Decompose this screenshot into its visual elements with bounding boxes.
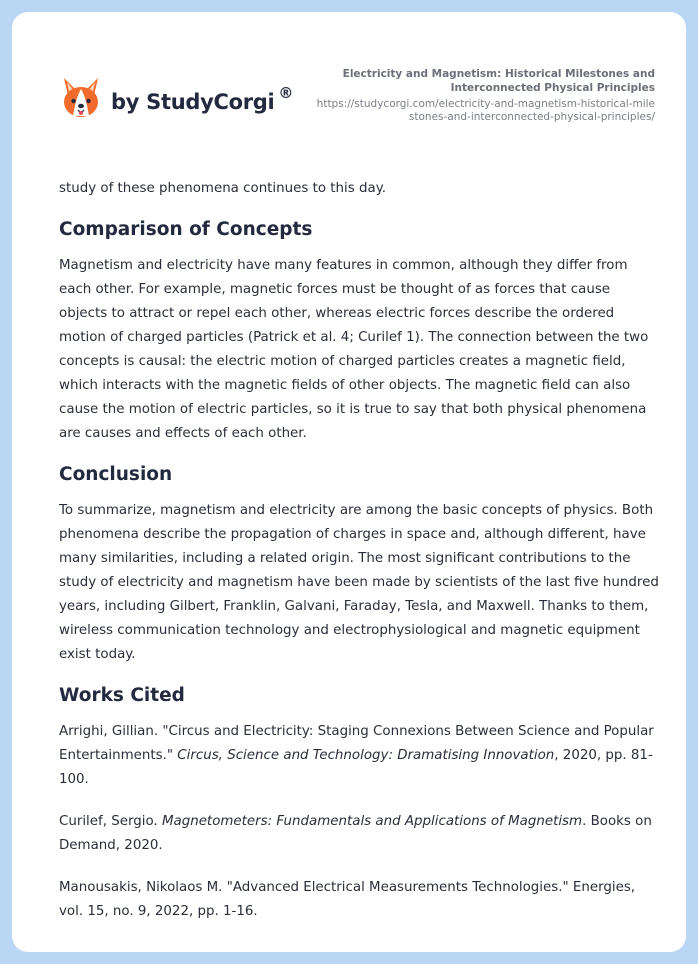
- corgi-icon: [61, 76, 101, 120]
- page-card: [12, 12, 686, 952]
- section-heading-comparison: Comparison of Concepts: [59, 219, 313, 240]
- document-url[interactable]: https://studycorgi.com/electricity-and-magnetism-historical-milestones-and-interconnected-physical-principles/: [316, 98, 655, 123]
- section-heading-conclusion: Conclusion: [59, 464, 173, 485]
- document-title: Electricity and Magnetism: Historical Milestones and Interconnected Physical Principles: [342, 68, 655, 94]
- intro-paragraph-tail: study of these phenomena continues to this day.: [59, 181, 386, 196]
- section-heading-works-cited: Works Cited: [59, 685, 185, 706]
- citation-entry: Curilef, Sergio. Magnetometers: Fundamentals and Applications of Magnetism. Books on Demand, 2020.: [59, 814, 652, 853]
- document-header: [315, 67, 655, 124]
- logo-text: by StudyCorgi ®: [111, 84, 294, 114]
- conclusion-paragraph: To summarize, magnetism and electricity are among the basic concepts of physics. Both phenomena describe the propagation of charges in space and, although different, have many similarities, including a related origin. The most significant contributions to the study of electricity and magnetism have been made by scientists of the last five hundred years, including Gilbert, Franklin, Galvani, Faraday, Tesla, and Maxwell. Thanks to them, wireless communication technology and electrophysiological and magnetic equipment exist today.: [59, 503, 659, 662]
- citation-entry: Manousakis, Nikolaos M. "Advanced Electrical Measurements Technologies." Energies, vol. 15, no. 9, 2022, pp. 1-16.: [59, 880, 636, 919]
- studycorgi-logo[interactable]: [61, 76, 293, 120]
- citation-entry: Arrighi, Gillian. "Circus and Electricity: Staging Connexions Between Science and Popular Entertainments." Circus, Science and Technology: Dramatising Innovation, 2020, pp. 81-100.: [59, 724, 654, 787]
- article-body: [59, 177, 659, 942]
- comparison-paragraph: Magnetism and electricity have many features in common, although they differ from each other. For example, magnetic forces must be thought of as forces that cause objects to attract or repel each other, whereas electric forces describe the ordered motion of charged particles (Patrick et al. 4; Curilef 1). The connection between the two concepts is causal: the electric motion of charged particles creates a magnetic field, which interacts with the magnetic fields of other objects. The magnetic field can also cause the motion of electric particles, so it is true to say that both physical phenomena are causes and effects of each other.: [59, 258, 649, 441]
